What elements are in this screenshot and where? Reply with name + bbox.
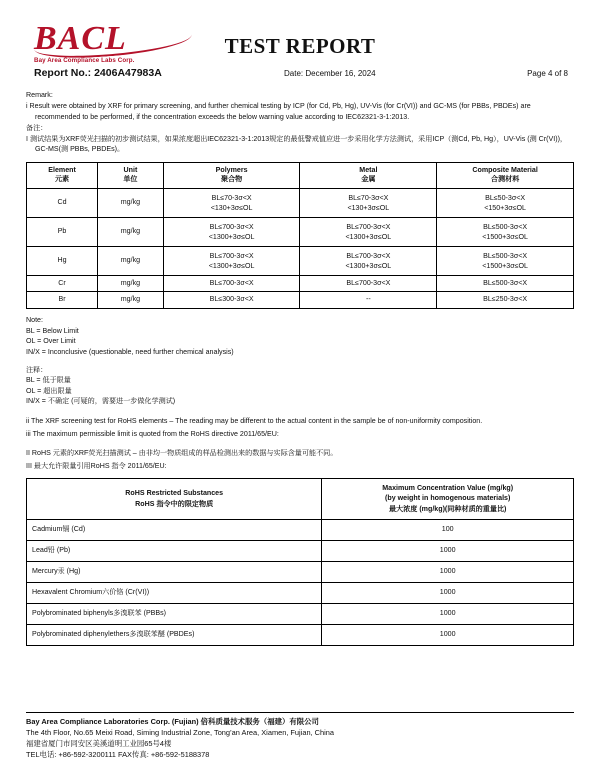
note-ii-cn: II RoHS 元素的XRF荧光扫描测试 – 由非均一物质组成的样品检测出来的数据与实际含量可能不同。 [26, 449, 338, 458]
cell-composite-line1: BL≤50-3σ<X [485, 193, 526, 202]
cell-element: Cr [27, 275, 98, 292]
cell-metal [300, 246, 437, 275]
table-row [27, 246, 574, 275]
table-row [27, 540, 574, 561]
rohs-limits-table [26, 478, 574, 646]
cell-metal-line1: BL≤700-3σ<X [346, 222, 391, 231]
table-row [27, 519, 574, 540]
cell-composite [437, 246, 574, 275]
notes-spacer-2 [26, 407, 574, 414]
notes-line-en-2: OL = Over Limit [26, 337, 76, 346]
rohs-col-substances-cn: RoHS 指令中的限定物质 [135, 499, 214, 508]
xrf-limits-table [26, 162, 574, 309]
rohs-value: 1000 [322, 540, 574, 561]
col-unit [98, 162, 164, 188]
cell-composite-line1: BL≤500-3σ<X [483, 222, 528, 231]
notes-line-en-3: IN/X = Inconclusive (questionable, need further chemical analysis) [26, 347, 234, 356]
table-row [27, 561, 574, 582]
table-row [27, 624, 574, 645]
cell-metal-line2: <130+3σ≤OL [347, 203, 390, 212]
report-meta [26, 66, 574, 84]
col-polymers [163, 162, 300, 188]
table-row [27, 217, 574, 246]
cell-composite: BL≤250-3σ<X [437, 292, 574, 309]
cell-metal-line2: <1300+3σ≤OL [345, 261, 392, 270]
note-iii-en: iii The maximum permissible limit is quoted from the RoHS directive 2011/65/EU: [26, 429, 279, 438]
rohs-col-substances-en: RoHS Restricted Substances [125, 488, 224, 497]
table-header-row [27, 162, 574, 188]
rohs-value: 1000 [322, 603, 574, 624]
notes-block [26, 315, 574, 472]
rohs-substance: Hexavalent Chromium六价铬 (Cr(VI)) [27, 582, 322, 603]
cell-polymers-line1: BL≤700-3σ<X [209, 222, 254, 231]
rohs-value: 1000 [322, 582, 574, 603]
rohs-value: 1000 [322, 561, 574, 582]
col-metal-cn: 金属 [361, 175, 376, 184]
cell-polymers-line2: <130+3σ≤OL [210, 203, 253, 212]
rohs-value: 1000 [322, 624, 574, 645]
cell-metal-line1: BL≤70-3σ<X [348, 193, 389, 202]
cell-polymers-line1: BL≤700-3σ<X [209, 251, 254, 260]
table-row [27, 188, 574, 217]
cell-polymers [163, 188, 300, 217]
notes-title-cn: 注释： [26, 365, 48, 374]
remark-item-i-en: i Result were obtained by XRF for primary screening, and further chemical testing by ICP (for Cd, Pb, Hg), UV-Vis (for Cr(VI)) and GC-MS (for PBBs, PBDEs) are recommended to be performed, if the concentration exceeds the below warning value according to IEC62321-3-1:2013. [26, 102, 531, 121]
remark-item-i-cn: I 测试结果为XRF荧光扫描的初步测试结果，如果浓度超出IEC62321-3-1:2013规定的最低警戒值应进一步采用化学方法测试，采用ICP（测Cd, Pb, Hg），UV-Vis (测 Cr(VI))，GC-MS(测 PBBs, PBDEs)。 [26, 135, 568, 154]
cell-composite [437, 188, 574, 217]
cell-composite-line2: <150+3σ≤OL [484, 203, 527, 212]
report-number-value: 2406A47983A [94, 67, 162, 79]
cell-composite-line2: <1500+3σ≤OL [482, 232, 528, 241]
cell-element: Br [27, 292, 98, 309]
col-composite-cn: 合测材料 [490, 175, 520, 184]
cell-polymers: BL≤300-3σ<X [163, 292, 300, 309]
col-element-en: Element [48, 165, 76, 174]
remark-block [26, 90, 574, 155]
remark-label: Remark: [26, 91, 53, 99]
col-metal [300, 162, 437, 188]
cell-polymers-line1: BL≤70-3σ<X [211, 193, 252, 202]
footer-address-en: The 4th Floor, No.65 Meixi Road, Siming Industrial Zone, Tong’an Area, Xiamen, Fujian, China [26, 727, 334, 737]
table-row [27, 582, 574, 603]
page-number: Page 4 of 8 [527, 69, 568, 78]
logo-wordmark: BACL [34, 20, 127, 57]
col-element-cn: 元素 [54, 175, 70, 184]
rohs-col-substances [27, 478, 322, 519]
cell-unit: mg/kg [98, 188, 164, 217]
rohs-substance: Polybrominated diphenylethers多溴联苯醚 (PBDEs) [27, 624, 322, 645]
cell-element: Pb [27, 217, 98, 246]
rohs-col-max-en2: (by weight in homogenous materials) [385, 494, 511, 503]
rohs-col-max-en: Maximum Concentration Value (mg/kg) [382, 483, 514, 492]
footer-divider [26, 712, 574, 713]
notes-line-cn-2: OL = 超出限量 [26, 386, 72, 395]
table-row [27, 292, 574, 309]
cell-element: Cd [27, 188, 98, 217]
footer-company: Bay Area Compliance Laboratories Corp. (Fujian) 倍科质量技术服务（福建）有限公司 [26, 716, 319, 726]
report-date: Date: December 16, 2024 [284, 69, 376, 78]
col-unit-en: Unit [123, 165, 138, 174]
cell-polymers-line2: <1300+3σ≤OL [208, 261, 255, 270]
col-polymers-en: Polymers [215, 165, 248, 174]
col-unit-cn: 单位 [123, 175, 138, 184]
rohs-value: 100 [322, 519, 574, 540]
rohs-header-row [27, 478, 574, 519]
cell-polymers: BL≤700-3σ<X [163, 275, 300, 292]
remark-label-cn: 备注： [26, 123, 48, 132]
cell-unit: mg/kg [98, 292, 164, 309]
rohs-substance: Lead铅 (Pb) [27, 540, 322, 561]
cell-unit: mg/kg [98, 217, 164, 246]
cell-unit: mg/kg [98, 275, 164, 292]
page-title: TEST REPORT [224, 34, 376, 58]
footer-address-cn: 福建省厦门市同安区美溪道明工业园65号4楼 [26, 738, 172, 748]
rohs-col-max-cn: 最大浓度 (mg/kg)(同种材质的重量比) [388, 504, 507, 513]
col-element [27, 162, 98, 188]
cell-composite [437, 217, 574, 246]
cell-polymers [163, 246, 300, 275]
cell-element: Hg [27, 246, 98, 275]
cell-polymers-line2: <1300+3σ≤OL [208, 232, 255, 241]
cell-composite: BL≤500-3σ<X [437, 275, 574, 292]
notes-spacer-3 [26, 439, 574, 446]
cell-metal: -- [300, 292, 437, 309]
rohs-substance: Cadmium镉 (Cd) [27, 519, 322, 540]
notes-line-cn-3: IN/X = 不确定 (可疑的，需要进一步做化学测试) [26, 397, 176, 406]
col-metal-en: Metal [359, 165, 378, 174]
report-number-label: Report No.: [34, 67, 92, 79]
rohs-substance: Polybrominated biphenyls多溴联苯 (PBBs) [27, 603, 322, 624]
note-iii-cn: III 最大允许限量引用RoHS 指令 2011/65/EU: [26, 461, 167, 470]
cell-metal-line2: <1300+3σ≤OL [345, 232, 392, 241]
table-row [27, 603, 574, 624]
notes-line-en-1: BL = Below Limit [26, 326, 79, 335]
cell-metal: BL≤700-3σ<X [300, 275, 437, 292]
table-row [27, 275, 574, 292]
cell-composite-line1: BL≤500-3σ<X [483, 251, 528, 260]
cell-metal [300, 188, 437, 217]
report-header [26, 0, 574, 62]
notes-line-cn-1: BL = 低于限量 [26, 376, 71, 385]
cell-metal-line1: BL≤700-3σ<X [346, 251, 391, 260]
cell-unit: mg/kg [98, 246, 164, 275]
notes-title-en: Note: [26, 315, 43, 324]
report-number [34, 66, 162, 80]
logo-subtitle: Bay Area Compliance Labs Corp. [34, 57, 135, 64]
note-ii-en: ii The XRF screening test for RoHS elements – The reading may be different to the actual content in the sample be of non-uniformity composition. [26, 417, 483, 426]
col-composite [437, 162, 574, 188]
cell-composite-line2: <1500+3σ≤OL [482, 261, 528, 270]
rohs-col-max [322, 478, 574, 519]
col-polymers-cn: 聚合物 [220, 175, 243, 184]
rohs-substance: Mercury汞 (Hg) [27, 561, 322, 582]
col-composite-en: Composite Material [472, 165, 538, 174]
notes-spacer [26, 358, 574, 365]
page-footer [26, 712, 574, 760]
cell-polymers [163, 217, 300, 246]
cell-metal [300, 217, 437, 246]
footer-contact: TEL电话: +86-592-3200111 FAX传真: +86-592-5188378 [26, 749, 210, 759]
